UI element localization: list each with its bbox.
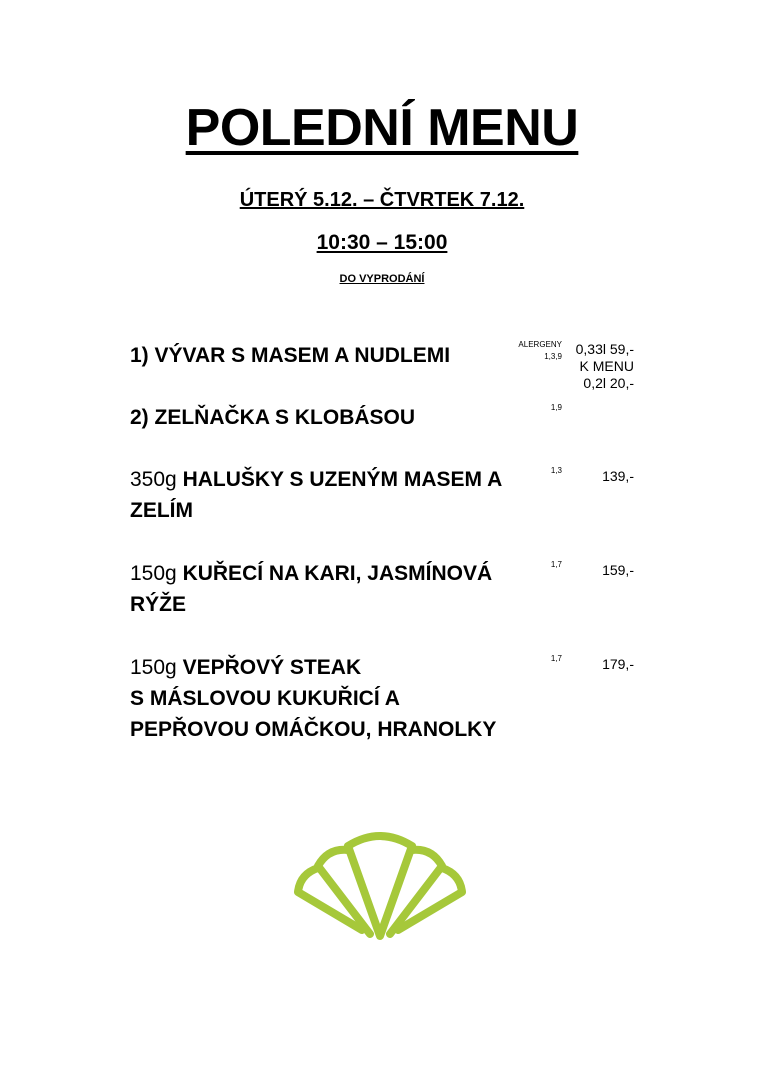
menu-item-kureci — [130, 558, 510, 620]
menu-item-weight: 150g — [130, 656, 177, 679]
page-title: POLEDNÍ MENU — [185, 99, 579, 157]
menu-item-name: HALUŠKY S UZENÝM MASEM A ZELÍM — [130, 468, 502, 522]
menu-item-price — [576, 341, 634, 392]
menu-item-name: KUŘECÍ NA KARI, JASMÍNOVÁ RÝŽE — [130, 562, 493, 616]
availability-note: DO VYPRODÁNÍ — [339, 273, 425, 285]
menu-item-price: 179,- — [602, 656, 634, 672]
menu-item-allergens: 1,9 — [550, 403, 562, 412]
menu-item-soup-2 — [130, 402, 510, 433]
serving-hours: 10:30 – 15:00 — [316, 231, 448, 254]
menu-item-weight: 150g — [130, 562, 177, 585]
menu-item-name: VEPŘOVÝ STEAK — [182, 656, 362, 679]
price-menu-label: K MENU — [579, 358, 634, 374]
menu-item-allergens: 1,7 — [550, 654, 562, 663]
allergens-label: ALERGENY — [518, 340, 562, 349]
menu-item-allergens: 1,3,9 — [544, 352, 562, 361]
menu-item-halusky — [130, 464, 510, 526]
date-range: ÚTERÝ 5.12. – ČTVRTEK 7.12. — [239, 189, 525, 211]
menu-item-price: 139,- — [602, 468, 634, 484]
menu-item-name-rest: S MÁSLOVOU KUKUŘICÍ A PEPŘOVOU OMÁČKOU, HRANOLKY — [130, 687, 497, 741]
shell-logo-icon — [290, 826, 470, 941]
menu-item-name: 1) VÝVAR S MASEM A NUDLEMI — [130, 344, 451, 367]
menu-item-allergens: 1,3 — [550, 466, 562, 475]
price-large: 0,33l 59,- — [575, 341, 634, 357]
menu-item-allergens: 1,7 — [550, 560, 562, 569]
menu-item-name: 2) ZELŇAČKA S KLOBÁSOU — [130, 406, 416, 429]
menu-item-weight: 350g — [130, 468, 177, 491]
menu-item-soup-1 — [130, 340, 510, 371]
menu-item-steak — [130, 652, 510, 745]
menu-item-price: 159,- — [602, 562, 634, 578]
price-small: 0,2l 20,- — [583, 375, 634, 391]
